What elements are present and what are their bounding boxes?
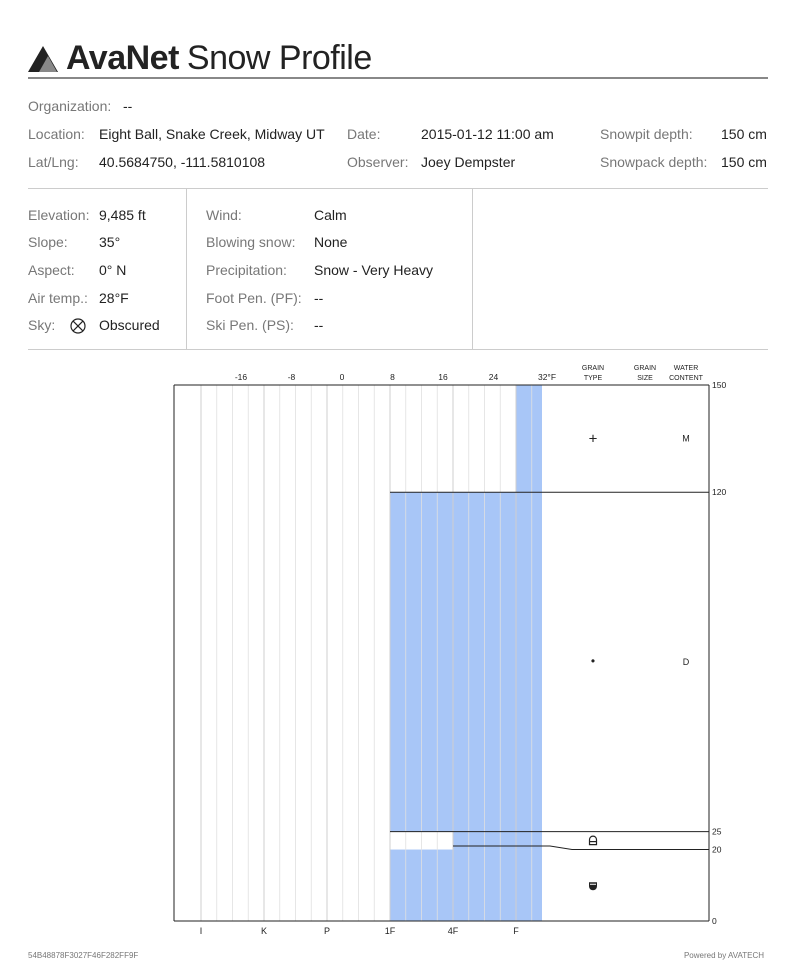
- column-header-line1: GRAIN: [633, 365, 657, 372]
- temperature-tick-label: 32°F: [537, 372, 557, 382]
- height-tick-label: 20: [712, 844, 722, 855]
- location-label: Location:: [28, 126, 85, 142]
- grain-type-symbol: +: [588, 430, 598, 448]
- grain-type-symbol: •: [590, 653, 596, 668]
- brand-name: AvaNet: [66, 38, 179, 77]
- ski-pen-label: Ski Pen. (PS):: [206, 317, 294, 333]
- profile-id: 54B48878F3027F46F282FF9F: [28, 951, 139, 960]
- hardness-tick-label: K: [260, 926, 268, 936]
- info-divider: [28, 188, 768, 189]
- avanet-logo-icon: [28, 43, 62, 73]
- location-value: Eight Ball, Snake Creek, Midway UT: [99, 126, 325, 142]
- observer-value: Joey Dempster: [421, 154, 516, 170]
- water-content-label: M: [682, 433, 690, 444]
- snowpack-depth-value: 150 cm: [721, 154, 767, 170]
- aspect-label: Aspect:: [28, 262, 75, 278]
- aspect-value: 0° N: [99, 262, 127, 278]
- foot-pen-value: --: [314, 290, 324, 306]
- title-text: Snow Profile: [186, 38, 372, 77]
- temperature-tick-label: -16: [234, 372, 248, 382]
- blowing-snow-label: Blowing snow:: [206, 234, 296, 250]
- hardness-tick-label: I: [199, 926, 203, 936]
- organization-value: --: [123, 98, 133, 114]
- melt-freeze-icon: [589, 882, 597, 890]
- precipitation-label: Precipitation:: [206, 262, 287, 278]
- melt-freeze-shape: [589, 882, 597, 890]
- snowpit-depth-value: 150 cm: [721, 126, 767, 142]
- temperature-tick-label: 8: [390, 372, 395, 382]
- conditions-separator-2: [472, 189, 473, 349]
- latlng-value: 40.5684750, -111.5810108: [99, 154, 266, 170]
- hardness-bar-2: [453, 832, 542, 850]
- temperature-tick-label: 16: [438, 372, 448, 382]
- temperature-tick-label: 24: [488, 372, 499, 382]
- snowpack-depth-label: Snowpack depth:: [600, 154, 708, 170]
- hardness-tick-label: 1F: [384, 926, 396, 936]
- elevation-value: 9,485 ft: [99, 207, 146, 223]
- hardness-bar-0: [516, 385, 542, 492]
- title-divider: [28, 77, 768, 79]
- column-header-line1: GRAIN: [581, 365, 605, 372]
- height-tick-label: 0: [712, 916, 717, 926]
- column-header-line1: WATER: [673, 365, 699, 372]
- air-temp-value: 28°F: [99, 290, 129, 306]
- height-tick-label: 25: [712, 826, 722, 837]
- sky-value: Obscured: [99, 317, 160, 333]
- conditions-separator-1: [186, 189, 187, 349]
- height-tick-label: 120: [712, 487, 727, 498]
- hardness-tick-label: 4F: [447, 926, 459, 936]
- date-label: Date:: [347, 126, 381, 142]
- slope-label: Slope:: [28, 234, 68, 250]
- powered-by: Powered by AVATECH: [683, 951, 764, 960]
- observer-label: Observer:: [347, 154, 409, 170]
- temperature-tick-label: 0: [339, 372, 345, 382]
- hardness-bar-1: [390, 492, 542, 831]
- date-value: 2015-01-12 11:00 am: [421, 126, 554, 142]
- depth-hoar-icon: [590, 836, 597, 844]
- organization-label: Organization:: [28, 98, 112, 114]
- temperature-tick-label: -8: [287, 372, 296, 382]
- obscured-sky-icon: [70, 318, 86, 334]
- hardness-tick-label: P: [323, 926, 331, 936]
- wind-value: Calm: [314, 207, 347, 223]
- precipitation-value: Snow - Very Heavy: [314, 262, 434, 278]
- height-tick-label: 150: [712, 380, 727, 390]
- column-header-line2: CONTENT: [669, 375, 703, 382]
- foot-pen-label: Foot Pen. (PF):: [206, 290, 302, 306]
- sky-label: Sky:: [28, 317, 56, 333]
- blowing-snow-value: None: [314, 234, 348, 250]
- snowpit-depth-label: Snowpit depth:: [600, 126, 693, 142]
- water-content-label: D: [682, 656, 690, 667]
- latlng-label: Lat/Lng:: [28, 154, 79, 170]
- depth-hoar-outline: [590, 836, 597, 844]
- column-header-line2: TYPE: [583, 375, 603, 382]
- slope-value: 35°: [99, 234, 121, 250]
- hardness-tick-label: F: [513, 926, 519, 936]
- elevation-label: Elevation:: [28, 207, 90, 223]
- air-temp-label: Air temp.:: [28, 290, 88, 306]
- page-title: [28, 38, 372, 78]
- snow-profile-chart: [0, 355, 800, 940]
- column-header-line2: SIZE: [637, 375, 653, 382]
- hardness-bar-3: [390, 850, 542, 921]
- conditions-divider: [28, 349, 768, 350]
- ski-pen-value: --: [314, 317, 324, 333]
- wind-label: Wind:: [206, 207, 242, 223]
